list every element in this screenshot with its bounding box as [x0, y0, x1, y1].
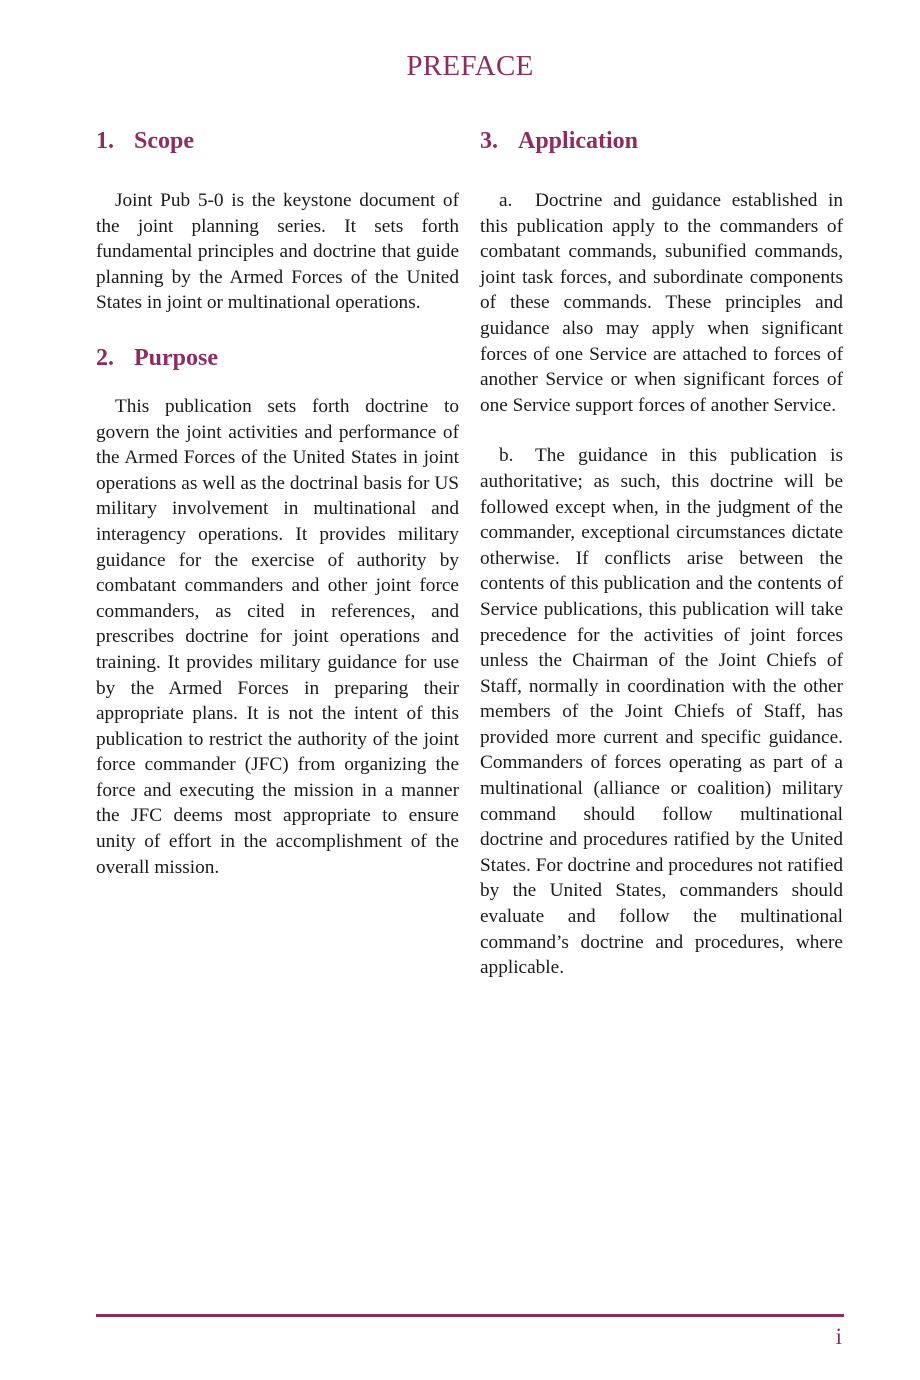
page-title: PREFACE [406, 50, 534, 82]
purpose-paragraph: This publication sets forth doctrine to govern the joint activities and performance of the Armed Forces of the United States in joint operations as well as the doctrinal basis for US military involvement in multinational and interagency operations. It provides military guidance for the exercise of authority by combatant commanders and other joint force commanders, as cited in references, and prescribes doctrine for joint operations and training. It provides military guidance for use by the Armed Forces in preparing their appropriate plans. It is not the intent of this publication to restrict the authority of the joint force commander (JFC) from organizing the force and executing the mission in a manner the JFC deems most appropriate to ensure unity of effort in the accomplishment of the overall mission. [96, 395, 459, 878]
paragraph-text: The guidance in this publication is authoritative; as such, this doctrine will be followed except when, in the judgment of the commander, exceptional circumstances dictate otherwise. If conflicts arise between the contents of this publication and the contents of Service publications, this publication will take precedence for the activities of joint forces unless the Chairman of the Joint Chiefs of Staff, normally in coordination with the other members of the Joint Chiefs of Staff, has provided more current and specific guidance. Commanders of forces operating as part of a multinational (alliance or coalition) military command should follow multinational doctrine and procedures ratified by the United States. For doctrine and procedures not ratified by the United States, commanders should evaluate and follow the multinational command’s doctrine and procedures, where applicable. [480, 445, 843, 979]
section-title: Scope [134, 128, 194, 154]
right-column [480, 126, 843, 981]
section-heading-application [480, 126, 843, 156]
paragraph-label: a. [499, 190, 513, 211]
left-column [96, 126, 459, 880]
paragraph-text: Doctrine and guidance established in this publication apply to the commanders of combatant commands, subunified commands, joint task forces, and subordinate components of these commands. These principles and guidance also may apply when significant forces of one Service are attached to forces of another Service or when significant forces of one Service support forces of another Service. [480, 190, 843, 416]
footer-rule [96, 1314, 844, 1317]
scope-paragraph: Joint Pub 5-0 is the keystone document of the joint planning series. It sets forth fundamental principles and doctrine that guide planning by the Armed Forces of the United States in joint or multinational operations. [96, 190, 459, 314]
section-number: 2. [96, 344, 114, 371]
section-heading-purpose [96, 343, 459, 373]
section-title: Application [518, 128, 639, 154]
application-paragraph-a [480, 188, 843, 418]
section-number: 3. [480, 128, 498, 154]
section-number: 1. [96, 128, 114, 154]
section-title: Purpose [134, 344, 218, 371]
page-number: i [835, 1324, 842, 1349]
section-heading-scope [96, 126, 459, 156]
paragraph-label: b. [499, 445, 514, 467]
application-paragraph-b [480, 443, 843, 980]
